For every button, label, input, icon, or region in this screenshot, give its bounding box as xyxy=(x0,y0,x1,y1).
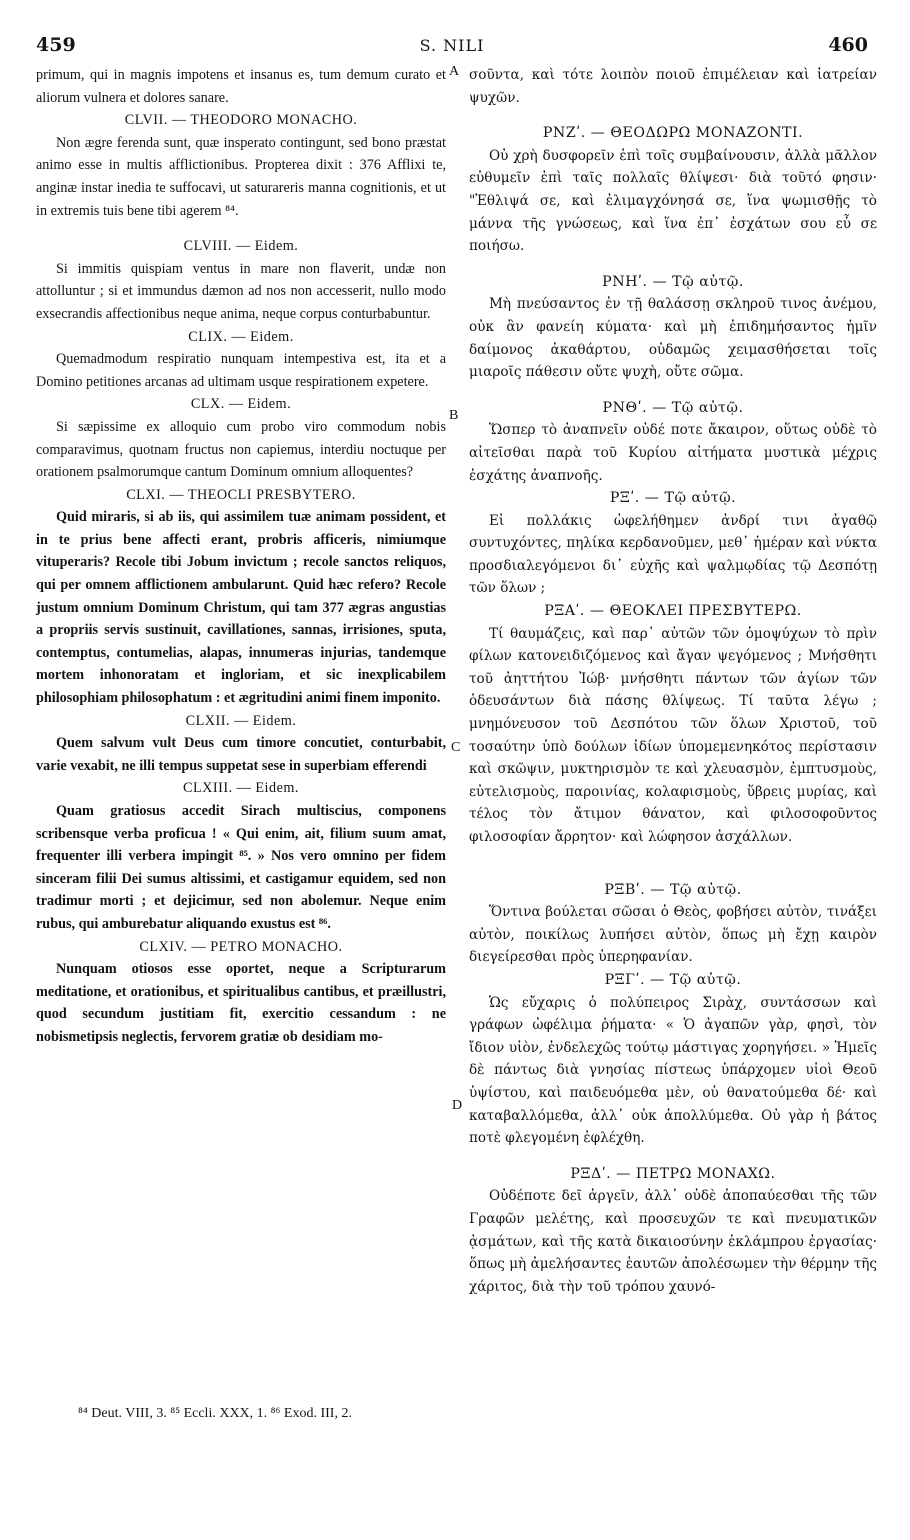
latin-heading-clxiii: CLXIII. — Eidem. xyxy=(183,780,299,797)
greek-paragraph-161: Τί θαυμάζεις, καὶ παρ᾽ αὐτῶν τῶν ὁμοψύχων τὸ πρὶν φίλων κατονειδιζόμενος καὶ ἄγαν ψεγόμενος ; Μνήσθητι τοῦ ἀηττήτου Ἰώβ· μνήσθητι πάντων τῶν ἁγίων τῶν ὁδευσάντων διὰ πάσης θλίψεως. Τί ταῦτα λέγω ; μνημόνευσον τοῦ Δεσπότου τῶν ὅλων Χριστοῦ, τοῦ τοσαύτην ὑπὸ δούλων ἰδίων ὑπομεμενηκότος περίστασιν καὶ σκῶψιν, μυκτηρισμὸν τε καὶ χλευασμὸν, ἐμπτυσμοὺς, εὐτελισμοὺς, παροινίας, κολαφισμοὺς, ὕβρεις μυρίας, καὶ τέλος τὸν ἄτιμον θάνατον, καὶ φιλοσοφοῦντος φιλοσοφίαν ἄρρητον· καὶ λώφησον ἀσχάλλων. xyxy=(469,625,877,845)
latin-heading-clx: CLX. — Eidem. xyxy=(190,396,292,413)
latin-paragraph-clvii: Non ægre ferenda sunt, quæ insperato contingunt, sed bono præstat animo esse in multis afflictionibus. Propterea dixit : 376 Afflixi te, anginæ instar inedia te suffocavi, ut saturareris manna cognitionis, et ut in extremis tuis bene tibi agerem ⁸⁴. xyxy=(36,134,446,219)
latin-heading-clix: CLIX. — Eidem. xyxy=(188,328,294,345)
page-number-right: 460 xyxy=(828,34,868,56)
latin-heading-clvii: CLVII. — THEODORO MONACHO. xyxy=(124,112,358,129)
greek-heading-160: ΡΞʹ. — Τῷ αὐτῷ. xyxy=(609,490,737,507)
greek-heading-159: ΡΝΘʹ. — Τῷ αὐτῷ. xyxy=(602,399,744,416)
latin-column xyxy=(36,64,446,1049)
latin-heading-clviii: CLVIII. — Eidem. xyxy=(183,238,299,255)
greek-column xyxy=(469,64,877,1298)
greek-paragraph-164: Οὐδέποτε δεῖ ἀργεῖν, ἀλλ᾽ οὐδὲ ἀποπαύεσθαι τῆς τῶν Γραφῶν μελέτης, καὶ προσευχῶν τε καὶ πνευματικῶν ᾀσμάτων, καὶ τῆς κατὰ δικαιοσύνην ἐκλάμπρου ἐργασίας· ὅπως μὴ ἀμελήσαντες ἑαυτῶν ἀπολέσωμεν τὴν θέρμην τῆς χάριτος, διὰ τὴν τοῦ τρόπου χαυνό- xyxy=(469,1188,877,1295)
greek-paragraph-160: Εἰ πολλάκις ὠφελήθημεν ἀνδρί τινι ἀγαθῷ συντυχόντες, πηλίκα κερδανοῦμεν, μεθ᾽ ἡμέραν καὶ νύκτα προσδιαλεγόμενοι δι᾽ εὐχῆς καὶ ψαλμῳδίας τῷ Δεσπότῃ τῶν ὅλων ; xyxy=(469,512,877,597)
margin-letter-a: A xyxy=(449,64,460,79)
latin-heading-clxiv: CLXIV. — PETRO MONACHO. xyxy=(139,938,343,955)
margin-letter-c: C xyxy=(451,740,461,755)
latin-paragraph-clxiii: Quam gratiosus accedit Sirach multiscius, componens scribensque verba proficua ! « Qui enim, ait, filium suum amat, frequenter illi verbera impingit ⁸⁵. » Nos vero omnino per fidem sinceram filii Dei sumus altissimi, et castigamur equidem, sed non tradimur morti ; et dejicimur, sed non abolemur. Neque enim rubus, qui amburebatur aliquando exustus est ⁸⁶. xyxy=(36,803,446,932)
greek-paragraph-162: Ὅντινα βούλεται σῶσαι ὁ Θεὸς, φοβήσει αὐτὸν, τινάξει αὐτὸν, ποικίλως λυπήσει αὐτὸν, ὅπως μὴ ἔχῃ καιρὸν διεγείρεσθαι πρὸς ὑπερηφανίαν. xyxy=(469,904,877,966)
latin-heading-clxi: CLXI. — THEOCLI PRESBYTERO. xyxy=(126,486,356,503)
greek-heading-158: ΡΝΗʹ. — Τῷ αὐτῷ. xyxy=(602,273,744,290)
greek-paragraph-163: Ὡς εὔχαρις ὁ πολύπειρος Σιρὰχ, συντάσσων καὶ γράφων ὠφέλιμα ῥήματα· « Ὁ ἀγαπῶν γὰρ, φησὶ, τὸν ἴδιον υἱὸν, ἐνδελεχῶς τούτῳ μάστιγας χορηγήσει. » Ἡμεῖς δὲ πάντως διὰ γνησίας πίστεως ὑπάρχομεν υἱοὶ Θεοῦ ὑψίστου, καὶ παιδευόμεθα μὲν, οὐ θανατούμεθα δέ· καὶ καταβαλλόμεθα, ἀλλ᾽ οὐκ ἀπολλύμεθα. Οὐ γὰρ ἡ βάτος ποτὲ φλεγομένη ἐφλέχθη. xyxy=(469,994,877,1147)
greek-heading-162: ΡΞΒʹ. — Τῷ αὐτῷ. xyxy=(604,881,742,898)
greek-paragraph-159: Ὥσπερ τὸ ἀναπνεῖν οὐδέ ποτε ἄκαιρον, οὕτως οὐδὲ τὸ αἰτεῖσθαι παρὰ τοῦ Κυρίου αἰτήματα μυστικὰ μέχρις ἐσχάτης ἀναπνοῆς. xyxy=(469,422,877,484)
latin-paragraph-clxii: Quem salvum vult Deus cum timore concutiet, conturbabit, varie vexabit, ne illi tempus suppetat sese in superbiam efferendi xyxy=(36,735,446,774)
running-header xyxy=(36,34,868,58)
latin-heading-clxii: CLXII. — Eidem. xyxy=(185,712,297,729)
latin-paragraph-clxiv: Nunquam otiosos esse oportet, neque a Scripturarum meditatione, et orationibus, et spiritualibus cantibus, et præillustri, quod secundum justitiam fit, exercitio cessandum : ne nobismetipsis neglectis, fervorem gratiæ ob desidiam mo- xyxy=(36,961,446,1045)
greek-heading-164: ΡΞΔʹ. — ΠΕΤΡΩ ΜΟΝΑΧΩ. xyxy=(570,1165,776,1182)
greek-paragraph-157: Οὐ χρὴ δυσφορεῖν ἐπὶ τοῖς συμβαίνουσιν, ἀλλὰ μᾶλλον εὐθυμεῖν ἐπὶ ταῖς πολλαῖς θλίψεσι· διὰ τοῦτό φησιν· "Ἐθλιψά σε, καὶ ἐλιμαγχόνησά σε, ἵνα ψωμισθῇς τὸ μάννα τῆς γνώσεως, καὶ ἵνα ἐπ᾽ ἐσχάτων σου εὖ σε ποιήσω. xyxy=(469,147,877,255)
margin-letter-d: D xyxy=(452,1098,463,1113)
greek-paragraph-158: Μὴ πνεύσαντος ἐν τῇ θαλάσσῃ σκληροῦ τινος ἀνέμου, οὐκ ἂν φανείη κύματα· καὶ μὴ ἐπιδημήσαντος ἡμῖν δαίμονος ἀκαθάρτου, οὐδαμῶς χειμασθήσεται τοῖς μιαροῖς πάθεσιν οὔτε ψυχὴ, οὔτε σῶμα. xyxy=(469,296,877,381)
footnotes: ⁸⁴ Deut. VIII, 3. ⁸⁵ Eccli. XXX, 1. ⁸⁶ Exod. III, 2. xyxy=(78,1406,352,1421)
latin-paragraph-clix: Quemadmodum respiratio nunquam intempestiva est, ita et a Domino petitiones arcanas ad ultimam usque respirationem expetere. xyxy=(36,351,446,390)
running-title: S. NILI xyxy=(419,36,485,55)
latin-paragraph-clviii: Si immitis quispiam ventus in mare non flaverit, undæ non attolluntur ; si et immundus dæmon ad nos non accesserit, nullo modo exsecrandis affectionibus neque anima, neque corpus conturbabuntur. xyxy=(36,260,446,322)
latin-paragraph-clxi: Quid miraris, si ab iis, qui assimilem tuæ animam possident, et in te prius bene affecti erant, probris afficeris, nimiumque vituperaris? Recole tibi Jobum invictum ; recole sanctos reliquos, qui per omnem afflictionem ambularunt. Quid hæc refero? Recole justum omnium Dominum Christum, qui tam 377 ægras angustias a propriis servis sustinuit, cavillationes, sannas, irrisiones, sputa, contemptus, contumelias, alapas, innumeras injurias, tandemque mortem inhonoratam et ingloriam, et sic inexplicabilem philosophiam philosophatum : et ægritudini animi finem imponito. xyxy=(36,509,446,707)
greek-heading-161: ΡΞΑʹ. — ΘΕΟΚΛΕΙ ΠΡΕΣΒΥΤΕΡΩ. xyxy=(544,603,802,620)
margin-letter-b: B xyxy=(449,408,459,423)
greek-heading-157: ΡΝΖʹ. — ΘΕΟΔΩΡΩ ΜΟΝΑΖΟΝΤΙ. xyxy=(542,125,804,142)
greek-paragraph-continued: σοῦντα, καὶ τότε λοιπὸν ποιοῦ ἐπιμέλειαν καὶ ἰατρείαν ψυχῶν. xyxy=(469,67,877,106)
latin-paragraph-continued: primum, qui in magnis impotens et insanus es, tum demum curato et aliorum vulnera et dolores sanare. xyxy=(36,67,446,106)
greek-heading-163: ΡΞΓʹ. — Τῷ αὐτῷ. xyxy=(604,971,742,988)
latin-paragraph-clx: Si sæpissime ex alloquio cum probo viro commodum nobis comparavimus, quotnam fructus non capiemus, interdiu noctuque per orationem psalmorumque cantum Dominum omnium alloquentes? xyxy=(36,418,446,481)
page-number-left: 459 xyxy=(36,34,76,56)
